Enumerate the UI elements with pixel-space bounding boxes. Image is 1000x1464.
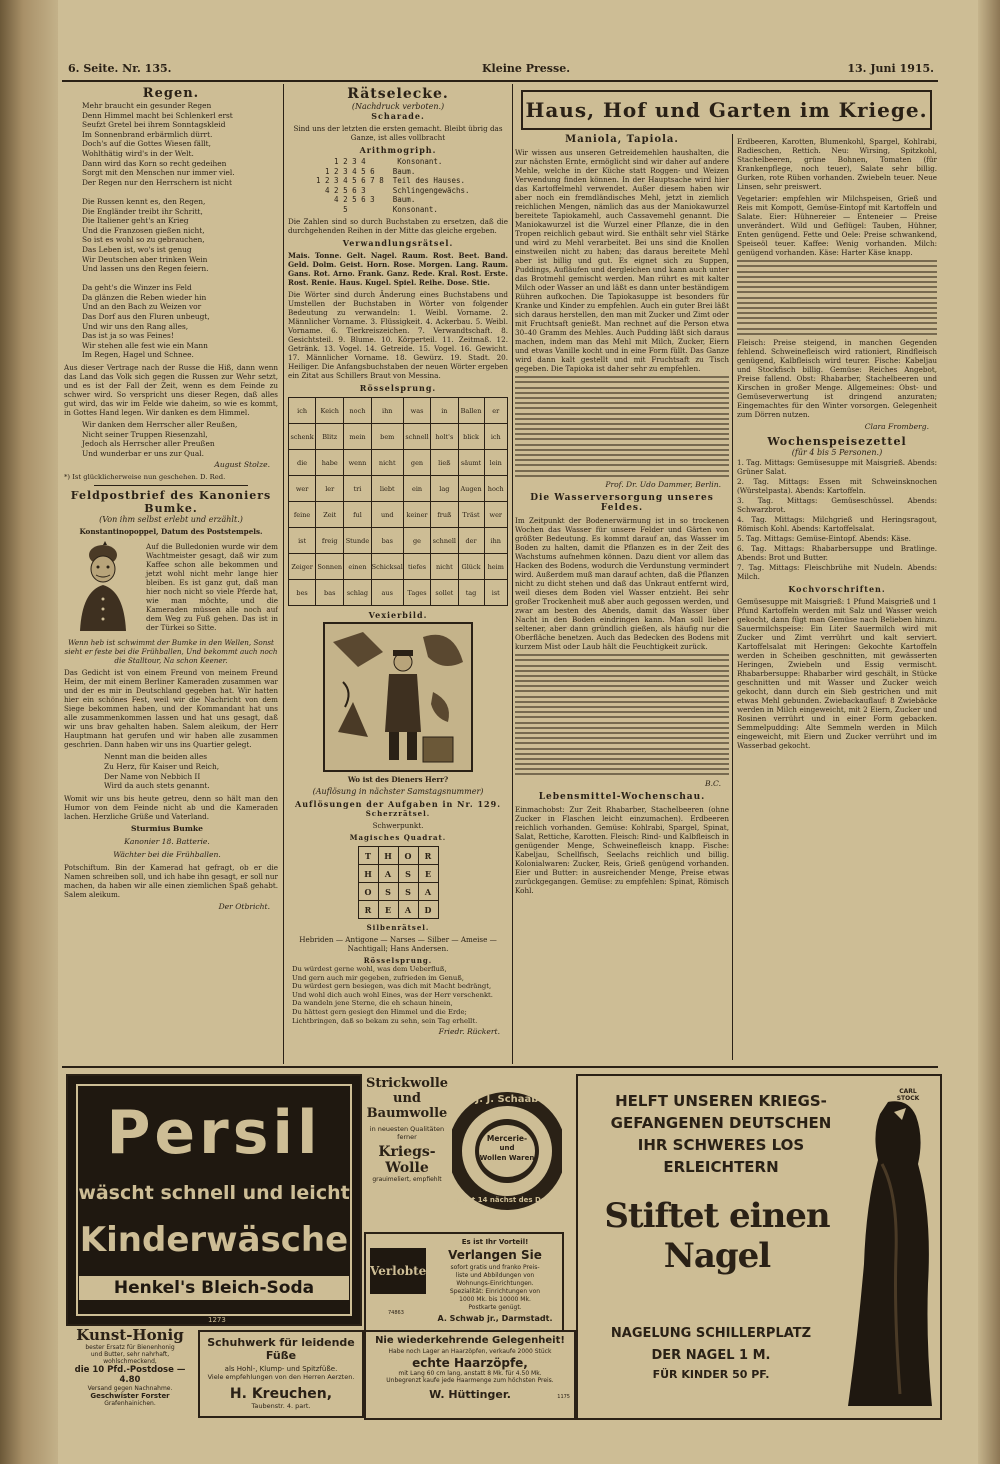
ad-headline: HELFT UNSEREN KRIEGS- (615, 1092, 827, 1110)
ad-text: ferner (397, 1133, 417, 1141)
grid-cell: hoch (484, 476, 507, 502)
ad-title: Strickwolle und (365, 1076, 449, 1106)
soldier-portrait-illustration (64, 539, 142, 631)
masthead (62, 58, 938, 80)
grid-cell: wer (484, 502, 507, 528)
grid-cell: ihn (484, 528, 507, 554)
ad-text: Versand gegen Nachnahme. (87, 1385, 173, 1392)
grid-cell: ich (484, 424, 507, 450)
poem-line: Da glänzen die Reben wieder hin (82, 292, 207, 302)
poem-line: Und lassen uns den Regen feiern. (82, 264, 209, 274)
artist-name: CARL STOCK (896, 1088, 920, 1102)
article-text: Potschiftum. Bin der Kamerad hat gefragt, ob er die Namen schreiben soll, und ich habe ihn gesagt, er soll nur machen, da haben wir alle einen ziemlichen Spaß gehabt. Salem aleikum. (64, 862, 278, 899)
grid-cell: feine (289, 502, 316, 528)
article-text: Womit wir uns bis heute getreu, denn so hält man den Humor von dem Feinde nicht ab und die Kameraden lachen. Herzliche Grüße und Vaterland. (64, 793, 278, 821)
menu-day: 7. Tag. Mittags: Fleischbrühe mit Nudeln. Abends: Milch. (737, 563, 937, 581)
ad-product: echte Haarzöpfe, (412, 1356, 528, 1370)
ad-text: grauimeliert, empfiehlt (372, 1176, 442, 1183)
article-text: Aus dieser Vertrage nach der Russe die Hiß, dann wenn das Land das Volk sich gegen die Russen zur Wehr setzt, und es ist der Fall der Zeit, wenn es dem Feinde zu schwer wird. So verspricht uns dieser Regen, daß alles gut wird, das wir im Felde wie daheim, so wie es kommt, in Gottes Hand legen. Wir danken es dem Himmel. (64, 363, 278, 418)
poem (82, 101, 278, 360)
square-cell: S (398, 865, 418, 883)
column-divider (283, 84, 284, 1064)
honey-ad (66, 1326, 194, 1416)
poem-line: Seufzt Gretel bei ihrem Sonntagskleid (82, 120, 226, 130)
ad-text: liste und Abbildungen von (455, 1272, 535, 1279)
ad-slogan: Stiftet einen Nagel (604, 1196, 830, 1276)
article-title: Feldpostbrief des Kanoniers Bumke. (70, 489, 272, 516)
grid-cell: tag (458, 580, 484, 606)
poem-line: Wir danken dem Herrscher aller Reußen, (82, 420, 238, 430)
ad-text: Mercerie- (486, 1134, 528, 1143)
square-cell: A (418, 883, 438, 901)
grid-cell: und (371, 502, 403, 528)
solution-title: Rösselsprung. (363, 956, 433, 965)
footnote: *) Ist glücklicherweise nun geschehen. D. Red. (64, 473, 226, 482)
grid-cell: noch (344, 398, 371, 424)
poem-line: Jedoch als Herrscher aller Preußen (82, 439, 215, 449)
square-cell: A (398, 901, 418, 919)
article-title: Maniola, Tapiola. (565, 134, 679, 145)
article-text: Fleisch: Preise steigend, in manchen Gegenden fehlend. Schweinefleisch wird rationiert, Rindfleisch genügend, Kalbfleisch wird teurer. Fische: Kabeljau und Stockfisch billig. Gemüse: Reiches Angebot, Preise fallend. Obst: Rhabarber, Stachelbeeren und Kirschen in großer Menge. Allgemeines: Obst- und Gemüseverwertung ist dringend anzuraten; Eingemachtes für den Winter vorsorgen. Gelegenheit zum Dörren nutzen. (737, 338, 937, 419)
grid-cell: lag (431, 476, 458, 502)
grid-cell: freig (316, 528, 344, 554)
poem-line: Und gern auch mir gegeben, zufrieden im Genuß, (292, 973, 464, 982)
poem-line: Lichtbringen, daß so bekam zu sehn, sein Tag erhellt. (292, 1016, 478, 1025)
page-number: 6. Seite. Nr. 135. (68, 62, 172, 75)
grid-cell: tri (344, 476, 371, 502)
author-duty: Wächter bei die Frühballen. (113, 849, 221, 859)
ad-text: mit Lang 60 cm lang, anstatt 8 Mk. für 4.50 Mk. (398, 1370, 542, 1377)
shoe-ad (198, 1330, 364, 1418)
ad-text: sofort gratis und franko Preis- (450, 1264, 540, 1271)
ad-address: Taubenstr. 4. part. (251, 1402, 311, 1410)
poem-line: Das Leben ist, wo's ist genug (82, 244, 192, 254)
grid-cell: Stunde (344, 528, 371, 554)
grid-cell: nicht (431, 554, 458, 580)
page-edge (978, 0, 1000, 1464)
grid-cell: schlag (344, 580, 371, 606)
grid-cell: Augen (458, 476, 484, 502)
grid-cell: Sonnen (316, 554, 344, 580)
square-cell: S (378, 883, 398, 901)
ad-address: Markt 14 nächst des Domes (452, 1196, 562, 1204)
poem-line: Die Italiener geht's an Krieg (82, 216, 189, 226)
poem-line: Und wohl dich auch wohl Eines, was der Herr verschenkt. (292, 990, 493, 999)
article-text: Erdbeeren, Karotten, Blumenkohl, Spargel, Kohlrabi, Radieschen, Rettich. Neu: Wirsing, Spitzkohl, Stachelbeeren, grüne Bohnen, Tomaten (für Krankenpflege, noch teuer), Salate sehr billig. Gurken, rote Rüben vorhanden. Zwiebeln teuer. Neue Linsen, sehr preiswert. (737, 137, 937, 191)
poem-line: Doch's auf die Gottes Wiesen fällt, (82, 139, 211, 149)
ad-price-children: FÜR KINDER 50 PF. (652, 1368, 770, 1381)
poem-line: So ist es wohl so zu gebrauchen, (82, 235, 205, 245)
poem-line: Und wunderbar er uns zur Qual. (82, 448, 204, 458)
grid-cell: Zeit (316, 502, 344, 528)
poem-line: Im Sonnenbrand erbärmlich dürrt. (82, 129, 213, 139)
grid-cell: Tages (403, 580, 430, 606)
hair-ad (364, 1330, 576, 1420)
poem-line: Wir stehen alle fest wie ein Mann (82, 340, 208, 350)
puzzle-caption: Wo ist des Dieners Herr? (347, 775, 449, 784)
grid-cell: Keich (316, 398, 344, 424)
puzzle-note: (Auflösung in nächster Samstagsnummer) (312, 787, 484, 796)
square-cell: H (358, 865, 378, 883)
article-subtitle: (Von ihm selbst erlebt und erzählt.) (99, 515, 243, 525)
poem-line: Nennt man die beiden alles (104, 752, 208, 762)
grid-cell: ful (344, 502, 371, 528)
article-text: Das Gedicht ist von einem Freund von meinem Freund Heim, der mit einem Berliner Kameraden zusammen war und der es mir in Deutschland gegeben hat. Wir hatten hier ein schönes Fest, weil wir die Nachricht von dem Siege bekommen haben, und der Kommandant hat uns alle zusammenkommen lassen und hat uns gesagt, daß wir uns brav gehalten haben. Salem aleikum, der Herr Hauptmann hat gerufen und wir haben alle zusammen geschrien. Dann haben wir uns ins Quartier gelegt. (64, 668, 278, 750)
article-text: Wir wissen aus unseren Getreidemehlen haushalten, die zur nächsten Ernte, ermöglicht sind wir daher auf andere Mehle, welche in der Küche statt Roggen- und Weizen Verwendung finden können. In der Hauptsache wird hier das Kartoffelmehl verwendet. Außer diesem haben wir aber noch ein fremdländisches Mehl, jetzt in ziemlich reichlichen Mengen, nämlich das aus der Maniokawurzel bereitete Tapiokamehl, auch Cassavemehl genannt. Die Maniokawurzel ist die Wurzel einer Pflanze, die in den Tropen reichlich gebaut wird. Sie enthält sehr viel Stärke und wird zu Mehl verarbeitet. Bei uns sind die Knollen einstweilen nicht zu haben; das daraus bereitete Mehl aber ist billig und gut. Es eignet sich zu Suppen, Puddings, Aufläufen und dergleichen und kann auch unter das Brotmehl gemischt werden. Man rührt es mit kalter Milch oder Wasser an und läßt es dann unter beständigem Rühren aufkochen. Die Tapiokasuppe ist besonders für Kranke und Kinder zu empfehlen. Auch ein guter Brei läßt sich daraus herstellen, den man mit Zucker und Zimt oder mit Fruchtsaft genießt. Man rechnet auf die Person etwa 30–40 Gramm des Mehles. Auch Pudding läßt sich daraus machen, indem man das Mehl mit Milch, Zucker, Eiern und etwas Vanille kocht und in eine Form füllt. Das Ganze wird dann kalt gestellt und mit Fruchtsaft zu Tisch gegeben. Die Tapioka ist daher sehr zu empfehlen. (515, 148, 729, 373)
square-cell: H (378, 847, 398, 865)
ad-text: wohlschmeckend, (103, 1358, 157, 1365)
ad-title: Baumwolle (366, 1106, 448, 1121)
poem-author: Friedr. Rückert. (438, 1027, 500, 1037)
solution-title: Scherzrätsel. (365, 809, 431, 818)
poem-quote (82, 420, 278, 458)
puzzle-words: Mais. Tonne. Gelt. Nagel. Raum. Rost. Beet. Band. Geld. Dolm. Geist. Horn. Rose. Morgen. Lang. Raum. Gans. Rot. Arno. Frank. Ganz. Rede. Kral. Rost. Erste. Rost. Renie. Haus. Kugel. Spiel. Reihe. Dose. Stie. (288, 251, 508, 287)
grid-cell: Zeiger (289, 554, 316, 580)
poem-line: Wird da auch stets genannt. (104, 781, 210, 791)
ad-firm: Geschwister Forster (90, 1392, 170, 1400)
poem-line: Und an den Bach zu Weizen vor (82, 302, 202, 312)
puzzle-title: Arithmogriph. (359, 145, 437, 155)
garden-section (515, 86, 938, 1062)
ad-firm: W. Hüttinger. (429, 1388, 511, 1401)
column-divider (512, 84, 513, 1064)
square-cell: S (398, 883, 418, 901)
poem-line: Du würdest gerne wohl, was dem Ueberfluß, (292, 965, 447, 973)
poem-line: Denn Himmel macht bei Schlenkerl erst (82, 110, 233, 120)
issue-date: 13. Juni 1915. (847, 62, 934, 75)
grid-cell: die (289, 450, 316, 476)
grid-cell: schnell (431, 528, 458, 554)
grid-cell: ist (484, 580, 507, 606)
ad-text: Wollen Waren (479, 1154, 535, 1162)
article-title: Lebensmittel-Wochenschau. (538, 791, 706, 802)
column-1 (64, 86, 278, 1062)
ad-text: bester Ersatz für Bienenhonig (85, 1344, 175, 1351)
ad-headline: GEFANGENEN DEUTSCHEN (610, 1114, 832, 1132)
solution-text: Hebriden — Antigone — Narses — Silber — Ameise — Nachtigall; Hans Andersen. (299, 935, 497, 953)
ad-title: Nie wiederkehrende Gelegenheit! (375, 1335, 565, 1346)
square-cell: E (418, 865, 438, 883)
square-cell: E (378, 901, 398, 919)
solution-title: Magisches Quadrat. (349, 833, 447, 842)
ad-event: NAGELUNG SCHILLERPLATZ (610, 1326, 812, 1341)
grid-cell: ist (289, 528, 316, 554)
poem-line: Sorgt mit den Menschen nur immer viel. (82, 168, 235, 178)
menu-subtitle: (für 4 bis 5 Personen.) (791, 448, 883, 457)
poem-line: Zu Herz, für Kaiser und Reich, (104, 762, 220, 771)
author-signature: Prof. Dr. Udo Dammer, Berlin. (605, 479, 721, 489)
place-signature: Der Otbricht. (218, 901, 270, 911)
grid-cell: aus (371, 580, 403, 606)
newspaper-title: Kleine Presse. (482, 62, 571, 75)
column-2 (288, 86, 508, 1062)
masthead-rule (62, 80, 938, 82)
author-signature: August Stolze. (214, 460, 270, 470)
garden-column-a (515, 134, 729, 1060)
square-cell: R (418, 847, 438, 865)
solution-poem (292, 965, 508, 1025)
puzzle-text: Die Wörter sind durch Änderung eines Buchstabens und Umstellen der Buchstaben in Wörter von folgender Bedeutung zu verwandeln: 1. Weibl. Vorname. 2. Männlicher Vorname. 3. Flüssigkeit. 4. Ackerbau. 5. Weibl. Vorname. 6. Tierkreiszeichen. 7. Verwandtschaft. 8. Gesichtsteil. 9. Blume. 10. Körperteil. 11. Zeitmaß. 12. Getränk. 13. Vogel. 14. Getreide. 15. Vogel. 16. Gewicht. 17. Männlicher Vorname. 18. Gewürz. 19. Stadt. 20. Heiliger. Die Anfangsbuchstaben der neuen Wörter ergeben ein Zitat aus Schillers Braut von Messina. (288, 290, 508, 380)
ad-text: Unbegrenzt kaufe jede Haarmenge zum höchsten Preis. (386, 1377, 554, 1384)
square-cell: R (358, 901, 378, 919)
grid-cell: er (484, 398, 507, 424)
grid-cell: Träst (458, 502, 484, 528)
section-subtitle: (Nachdruck verboten.) (351, 102, 445, 111)
ad-title: Verlangen Sie (448, 1248, 542, 1262)
menu-title: Wochenspeisezettel (767, 435, 907, 448)
ad-price: DER NAGEL 1 M. (651, 1348, 771, 1363)
article-title: Regen. (142, 86, 200, 101)
poem-line: Das ist ja so was Feines! (82, 331, 174, 341)
solutions-title: Auflösungen der Aufgaben in Nr. 129. (295, 799, 501, 809)
square-cell: A (378, 865, 398, 883)
arithmogriph: 1 2 3 4 Konsonant. 1 2 3 4 5 6 Baum. 1 2 3 4 5 6 7 8 Teil des Hauses. 4 2 5 6 3 Schlingengewächs. 4 2 5 6 3 Baum. 5 Konsonant. (316, 157, 470, 214)
grid-cell: bas (371, 528, 403, 554)
menu-day: 6. Tag. Mittags: Rhabarbersuppe und Bratlinge. Abends: Brot und Butter. (737, 544, 937, 562)
article-with-illustration (64, 539, 278, 635)
grid-cell: ich (289, 398, 316, 424)
article-text-continued (515, 654, 729, 775)
ad-firm: J. J. Schaab (475, 1094, 539, 1105)
column-divider (732, 134, 733, 1060)
article-text: Im Zeitpunkt der Bodenerwärmung ist in so trockenen Wochen das Wasser für unsere Felder und Gärten von größter Bedeutung. Es kommt darauf an, das Wasser im Boden zu halten, damit die Pflanzen es in der Zeit des Wachstums aufnehmen können. Dazu dient vor allem das Hacken des Bodens, wodurch die Verdunstung vermindert wird. Außerdem muß man darauf achten, daß die Pflanzen nicht zu dicht stehen und daß das Unkraut entfernt wird, weil dieses dem Boden viel Wasser entzieht. Bei sehr großer Trockenheit muß aber auch gegossen werden, und zwar am besten des Abends, damit das Wasser über Nacht in den Boden eindringen kann. Man soll lieber seltener, aber dann gründlich gießen, als häufig nur die Oberfläche benetzen. Auch das Bedecken des Bodens mit kurzem Mist oder Laub hält die Feuchtigkeit zurück. (515, 515, 729, 651)
grid-cell: mein (344, 424, 371, 450)
poem (104, 752, 278, 790)
author-signature: B.C. (705, 778, 721, 788)
ad-title: Kunst-Honig (76, 1326, 184, 1344)
section-banner: Haus, Hof und Garten im Kriege. (521, 90, 932, 130)
ad-badge: Verlobte (370, 1248, 426, 1294)
grid-cell: Schicksal (371, 554, 403, 580)
dateline: Konstantinopoppel, Datum des Poststempels. (79, 527, 263, 537)
grid-cell: Glück (458, 554, 484, 580)
ad-brand-line: Henkel's Bleich-Soda (79, 1276, 349, 1300)
magic-square (358, 846, 439, 919)
ad-headline: IHR SCHWERES LOS (637, 1136, 805, 1154)
poem-line: Wir Deutschen aber trinken Wein (82, 254, 208, 264)
grid-cell: gen (403, 450, 430, 476)
grid-cell: ein (403, 476, 430, 502)
square-cell: O (398, 847, 418, 865)
recipes-title: Kochvorschriften. (788, 584, 886, 594)
divider (94, 485, 248, 486)
menu-day: 4. Tag. Mittags: Milchgrieß und Heringsragout, Römisch Kohl. Abends: Kartoffelsalat. (737, 515, 937, 533)
author-signature: Sturmius Bumke (131, 823, 203, 833)
article-text-continued (515, 376, 729, 477)
poem-line: Und wir uns den Rang alles, (82, 321, 189, 331)
article-text-continued (737, 260, 937, 335)
poem-line (82, 187, 278, 197)
ad-code: 1273 (208, 1316, 226, 1324)
brand-name: Persil (106, 1098, 322, 1168)
poem-line: Die Russen kennt es, den Regen, (82, 196, 206, 206)
ad-code: 74863 (388, 1310, 404, 1316)
grid-cell: schnell (403, 424, 430, 450)
poem-line: Und die Franzosen gießen nicht, (82, 225, 205, 235)
ad-text: Postkarte genügt. (468, 1304, 522, 1311)
persil-ad (66, 1074, 362, 1326)
ad-firm: A. Schwab jr., Darmstadt. (437, 1314, 553, 1323)
author-signature: Clara Fromberg. (864, 422, 929, 431)
poem-line (82, 274, 278, 284)
grid-cell: ließ (431, 450, 458, 476)
ad-text: und Butter, sehr nahrhaft, (90, 1351, 170, 1358)
menu-day: 3. Tag. Mittags: Gemüseschüssel. Abends: Schwarzbrot. (737, 496, 937, 514)
nail-donation-ad (576, 1074, 942, 1420)
weekly-menu-list (737, 458, 937, 581)
square-cell: O (358, 883, 378, 901)
grid-cell: liebt (371, 476, 403, 502)
puzzle-title: Vexierbild. (368, 610, 428, 620)
picture-puzzle-illustration (323, 622, 473, 772)
grid-cell: einen (344, 554, 371, 580)
poem-line: Die Engländer treibt ihr Schritt, (82, 206, 203, 216)
poem-line: Wohlthätig wird's in der Welt. (82, 148, 194, 158)
ad-product: Kinderwäsche (79, 1220, 349, 1260)
grid-cell: Ballen (458, 398, 484, 424)
grid-cell: sollet (431, 580, 458, 606)
recipes-text: Gemüsesuppe mit Maisgrieß: 1 Pfund Maisgrieß und 1 Pfund Kartoffeln werden mit Salz und Wasser weich gekocht, dann fügt man Gemüse nach Belieben hinzu. Sauermilchspeise: Ein Liter Sauermilch wird mit Zucker und Zimt verrührt und kalt serviert. Kartoffelsalat mit Heringen: Gekochte Kartoffeln werden in Scheiben geschnitten, mit gewässerten Heringen, Zwiebeln und Essig vermischt. Rhabarbersuppe: Rhabarber wird geschält, in Stücke geschnitten und mit Wasser und Zucker weich gekocht, dann durch ein Sieb gestrichen und mit etwas Mehl gebunden. Zwiebackauflauf: 8 Zwiebäcke werden in Milch eingeweicht, mit 2 Eiern, Zucker und Rosinen verrührt und in einer Form gebacken. Semmelpudding: Alte Semmeln werden in Milch eingeweicht, mit Eiern und Zucker verrührt und im Wasserbad gekocht. (737, 597, 937, 750)
garden-column-b (737, 134, 937, 1060)
grid-cell: schenk (289, 424, 316, 450)
ad-text: Wohnungs-Einrichtungen. (456, 1280, 534, 1287)
poem-line: Da wandeln jene Sterne, die eh schaun hinein, (292, 999, 453, 1008)
grid-cell: heim (484, 554, 507, 580)
poem-line: Mehr braucht ein gesunder Regen (82, 101, 212, 110)
author-rank: Kanonier 18. Batterie. (124, 836, 210, 846)
grid-cell: ler (316, 476, 344, 502)
grid-cell: ihn (371, 398, 403, 424)
solution-text: Schwerpunkt. (372, 821, 424, 830)
poem-line: Im Regen, Hagel und Schnee. (82, 350, 194, 360)
square-cell: T (358, 847, 378, 865)
puzzle-title: Verwandlungsrätsel. (342, 238, 454, 248)
grid-cell: bes (289, 580, 316, 606)
poem-line: Nicht seiner Truppen Riesenzahl, (82, 429, 208, 439)
section-title: Rätselecke. (347, 86, 449, 102)
menu-day: 1. Tag. Mittags: Gemüsesuppe mit Maisgrieß. Abends: Grüner Salat. (737, 458, 937, 476)
ad-text: in neuesten Qualitäten (369, 1125, 445, 1133)
ads-divider (62, 1066, 938, 1068)
ad-headline: ERLEICHTERN (663, 1158, 779, 1176)
grid-cell: tiefes (403, 554, 430, 580)
grid-cell: wenn (344, 450, 371, 476)
grid-cell: nicht (371, 450, 403, 476)
grid-cell: lein (484, 450, 507, 476)
square-cell: D (418, 901, 438, 919)
article-title: Die Wasserversorgung unseres Feldes. (530, 492, 714, 513)
ad-title: Schuhwerk für leidende Füße (207, 1336, 355, 1362)
grid-cell: keiner (403, 502, 430, 528)
ad-firm: H. Kreuchen, (229, 1386, 333, 1402)
ad-text: Spezialität: Einrichtungen von (449, 1288, 541, 1295)
menu-day: 5. Tag. Mittags: Gemüse-Eintopf. Abends: Käse. (737, 534, 911, 543)
article-verse: Wenn heb ist schwimmt der Bumke in den Wellen, Sonst sieht er feste bei die Frühballen, Und bekommt auch noch die Stalltour, Na schon Keener. (64, 638, 278, 666)
ad-text: als Hohl-, Klump- und Spitzfüße. (224, 1365, 338, 1373)
binding-spine (0, 0, 58, 1464)
ad-text: Es ist Ihr Vorteil! (461, 1238, 529, 1246)
grid-cell: bas (316, 580, 344, 606)
ad-text: und (499, 1144, 515, 1152)
furniture-ad (364, 1232, 564, 1332)
poem-line: Da geht's die Winzer ins Feld (82, 283, 192, 293)
puzzle-title: Scharade. (371, 111, 425, 121)
poem-line: Du hättest gern gesiegt den Himmel und die Erde; (292, 1007, 467, 1016)
grid-cell: ge (403, 528, 430, 554)
ad-price: die 10 Pfd.-Postdose — 4.80 (74, 1365, 186, 1385)
ad-text: Habe noch Lager an Haarzöpfen, verkaufe 2000 Stück (388, 1348, 552, 1355)
knights-move-grid (288, 397, 508, 606)
menu-day: 2. Tag. Mittags: Essen mit Schweinsknochen (Würstelpasta). Abends: Kartoffeln. (737, 477, 937, 495)
grid-cell: was (403, 398, 430, 424)
puzzle-text: Die Zahlen sind so durch Buchstaben zu ersetzen, daß die durchgehenden Reihen in der Mitte das gleiche ergeben. (288, 217, 508, 235)
grid-cell: der (458, 528, 484, 554)
puzzle-title: Rösselsprung. (359, 383, 437, 393)
ad-title: Kriegs-Wolle (378, 1144, 436, 1176)
grid-cell: wer (289, 476, 316, 502)
grid-cell: holt's (431, 424, 458, 450)
grid-cell: säumt (458, 450, 484, 476)
puzzle-text: Sind uns der letzten die ersten gemacht. Bleibt übrig das Ganze, ist alles vollbracht (293, 124, 503, 142)
poem-line: Du würdest gern besiegen, was dich mit Macht bedrängt, (292, 982, 492, 991)
grid-cell: fruß (431, 502, 458, 528)
ad-code: 1175 (557, 1394, 570, 1400)
grid-cell: Blitz (316, 424, 344, 450)
ad-text: 1000 Mk. bis 10000 Mk. (459, 1296, 531, 1303)
grid-cell: in (431, 398, 458, 424)
article-text: Einmachobst: Zur Zeit Rhabarber, Stachelbeeren (ohne Zucker in Flaschen leicht einzumachen). Erdbeeren reichlich vorhanden. Gemüse: Kohlrabi, Spargel, Spinat, Salat, Rettiche, Karotten. Fleisch: Rind- und Kalbfleisch in genügender Menge, Schweinefleisch knapp. Fische: Kabeljau, Schellfisch, Seelachs reichlich und billig. Kolonialwaren: Zucker, Reis, Grieß genügend vorhanden. Eier und Butter: in ausreichender Menge, Preise etwas zurückgegangen. Gemüse: zu empfehlen: Spinat, Römisch Kohl. (515, 804, 729, 895)
poem-line: Der Regen nur den Herrschern ist nicht (82, 177, 233, 187)
solution-title: Silbenrätsel. (366, 923, 430, 932)
article-text: Auf die Bulledonien wurde wir dem Wachtmeister gesagt, daß wir zum Kaffee schon alle bekommen und jetzt wohl nicht mehr lange hier bleiben. Es ist ganz gut, daß man hier noch nicht so viele Pferde hat, wie man möchte, und die Kameraden müssen alle noch auf dem Weg zu Fuß gehen. Das ist in der Türkei so Sitte. (146, 542, 278, 633)
poem-line: Das Dorf aus den Fluren unbeugt, (82, 312, 210, 322)
grid-cell: bem (371, 424, 403, 450)
ad-place: Grafenhainichen. (104, 1400, 156, 1407)
article-text: Vegetarier: empfehlen wir Milchspeisen, Grieß und Reis mit Kompott, Gemüse-Eintopf mit Kartoffeln und Salate. Eier: Hühnereier — Enteneier — Preise unverändert. Wild und Geflügel: Tauben, Hühner, Enten genügend. Fette und Oele: Preise schwankend, Speiseöl teuer. Kaffee: Wenig vorhanden. Milch: genügend vorhanden. Käse: Harter Käse knapp. (737, 194, 937, 257)
wool-ad (364, 1076, 450, 1230)
schaab-ad (452, 1076, 562, 1226)
grid-cell: habe (316, 450, 344, 476)
ad-slogan: wäscht schnell und leicht (78, 1182, 350, 1204)
ad-text: Viele empfehlungen von den Herren Aerzten. (207, 1373, 355, 1381)
grid-cell: blick (458, 424, 484, 450)
poem-line: Der Name von Nebbich II (104, 771, 201, 781)
poem-line: Dann wird das Korn so recht gedeihen (82, 158, 227, 168)
